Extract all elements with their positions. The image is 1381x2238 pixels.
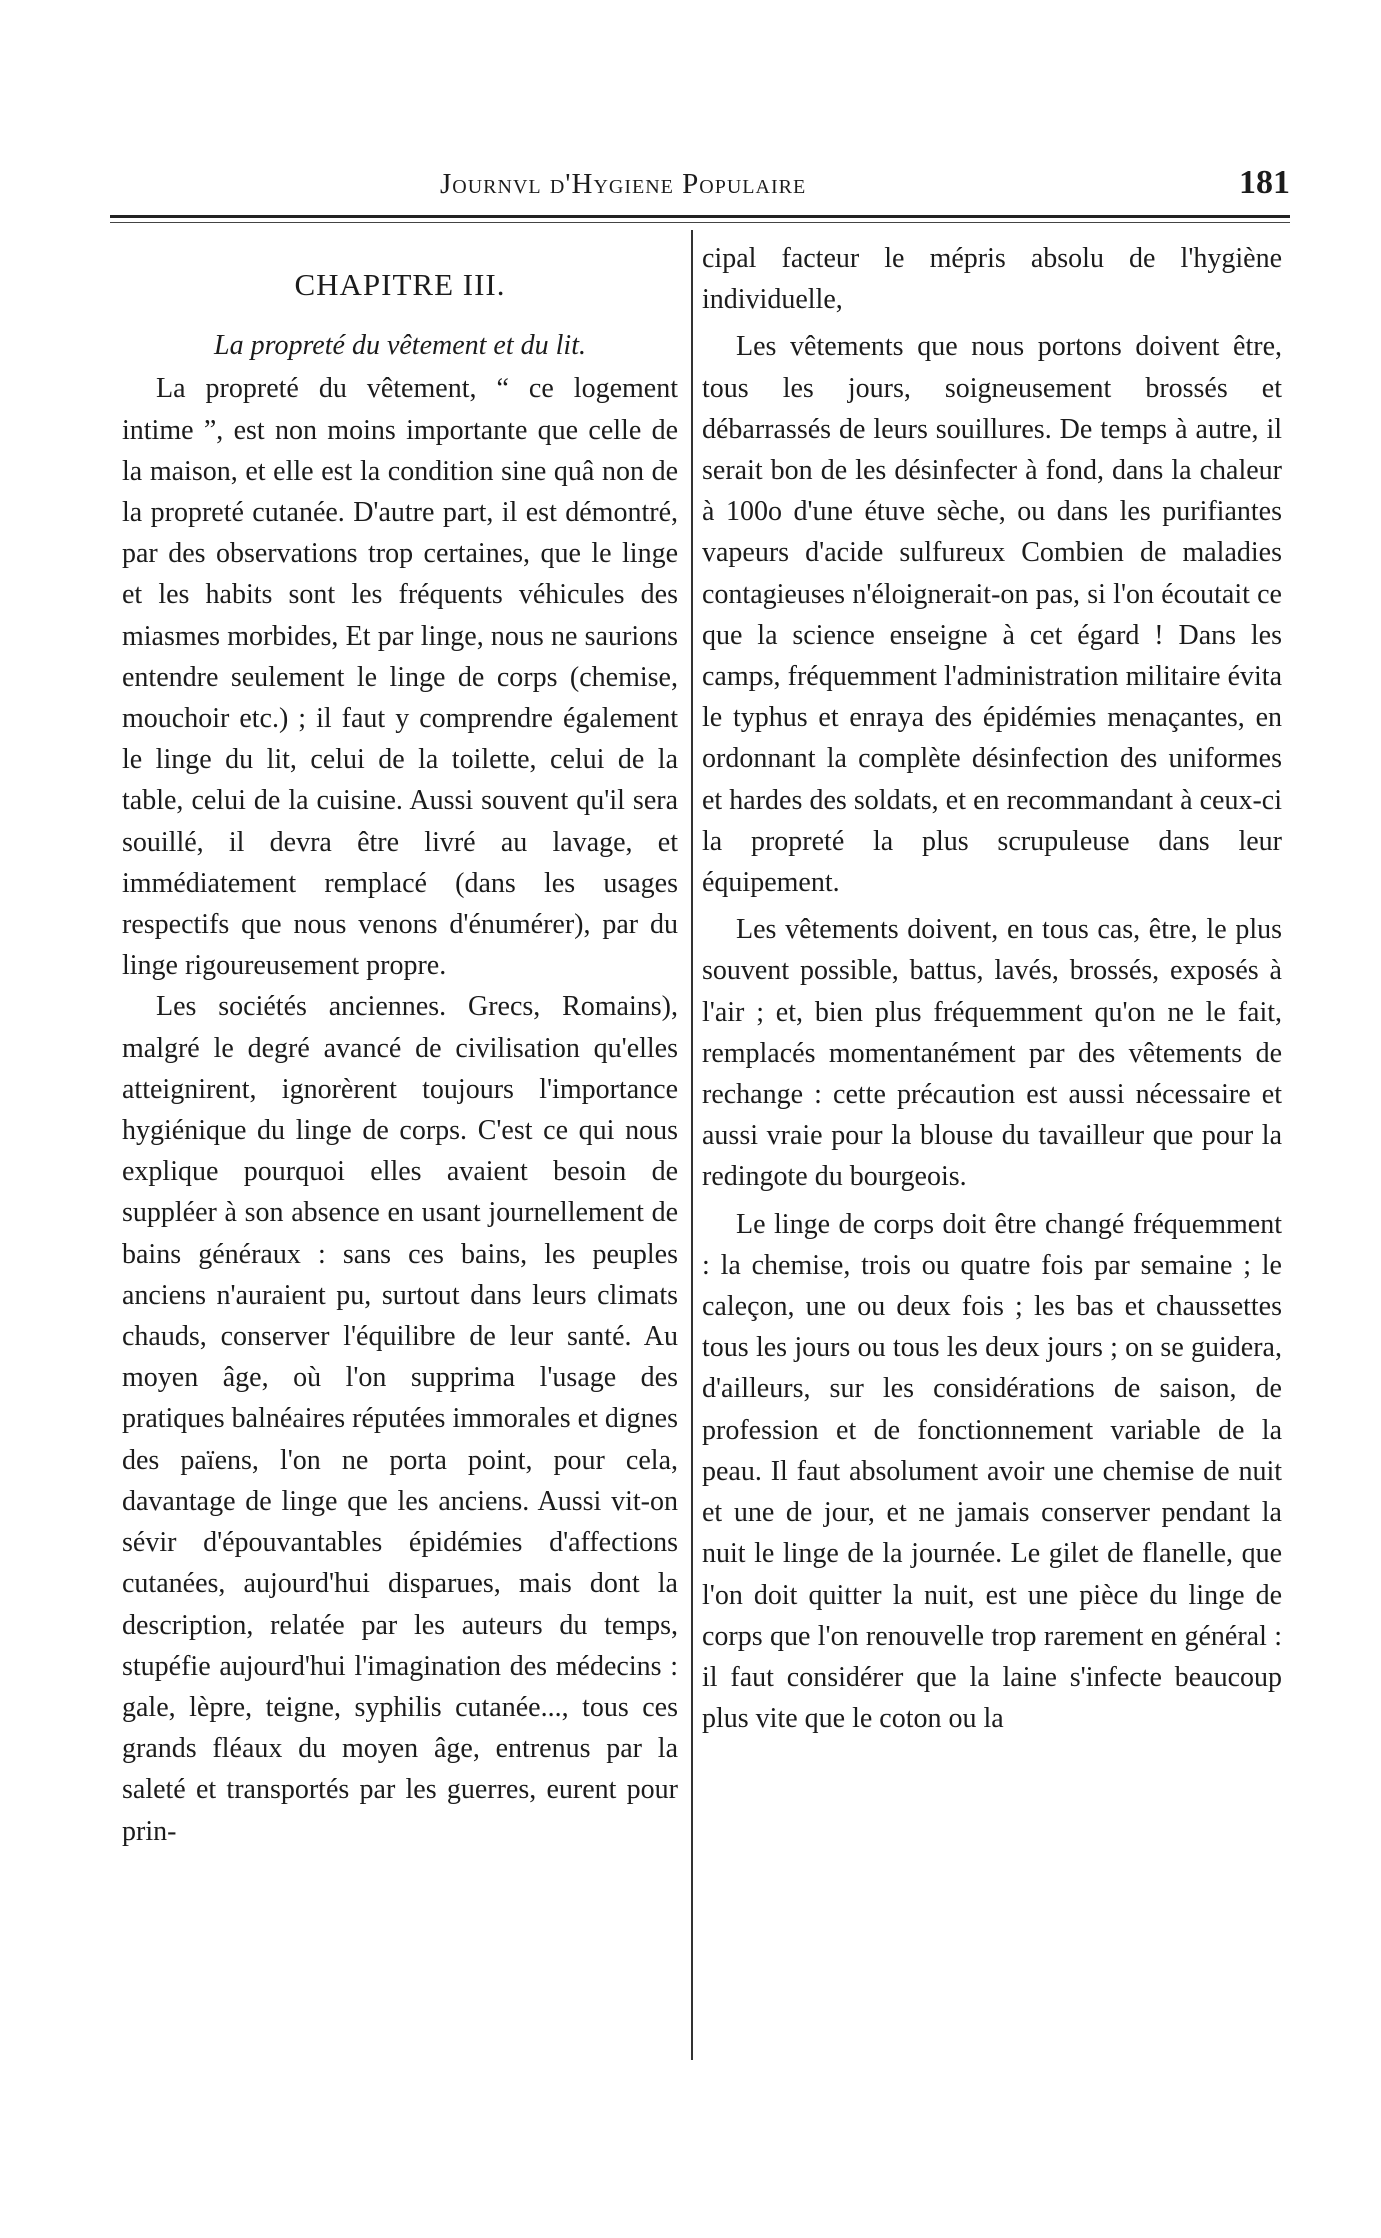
chapter-heading: CHAPITRE III. [294, 267, 506, 302]
left-column [122, 238, 678, 1852]
paragraph: Les sociétés anciennes. Grecs, Romains), malgré le degré avancé de civilisation qu'elles atteignirent, ignorèrent toujours l'importance hygiénique du linge de corps. C'est ce qui nous explique pourquoi elles avaient besoin de suppléer à son absence en usant journellement de bains généraux : sans ces bains, les peuples anciens n'auraient pu, surtout dans leurs climats chauds, conserver l'équilibre de leur santé. Au moyen âge, où l'on supprima l'usage des pratiques balnéaires réputées immorales et dignes des païens, l'on ne porta point, pour cela, davantage de linge que les anciens. Aussi vit-on sévir d'épouvantables épidémies d'affections cutanées, aujourd'hui disparues, mais dont la description, relatée par les auteurs du temps, stupéfie aujourd'hui l'imagination des médecins : gale, lèpre, teigne, syphilis cutanée..., tous ces grands fléaux du moyen âge, entrenus par la saleté et transportés par les guerres, eurent pour prin- [122, 991, 678, 1847]
paragraph: Les vêtements que nous portons doivent être, tous les jours, soigneusement brossés et débarrassés de leurs souillures. De temps à autre, il serait bon de les désinfecter à fond, dans la chaleur à 100o d'une étuve sèche, ou dans les purifiantes vapeurs d'acide sulfureux Combien de maladies contagieuses n'éloignerait-on pas, si l'on écoutait ce que la science enseigne à cet égard ! Dans les camps, fréquemment l'administration militaire évita le typhus et enraya des épidémies menaçantes, en ordonnant la complète désinfection des uniformes et hardes des soldats, et en recommandant à ceux-ci la propreté la plus scrupuleuse dans leur équipement. [702, 331, 1282, 899]
page-number: 181 [1239, 164, 1290, 201]
paragraph: La propreté du vêtement, “ ce logement intime ”, est non moins importante que celle de la maison, et elle est la condition sine quâ non de la propreté cutanée. D'autre part, il est démontré, par des observations trop certaines, que le linge et les habits sont les fréquents véhicules des miasmes morbides, Et par linge, nous ne saurions entendre seulement le linge de corps (chemise, mouchoir etc.) ; il faut y comprendre également le linge du lit, celui de la toilette, celui de la table, celui de la cuisine. Aussi souvent qu'il sera souillé, il devra être livré au lavage, et immédiatement remplacé (dans les usages respectifs que nous venons d'énumérer), par du linge rigoureusement propre. [122, 373, 678, 982]
journal-title: Journvl d'Hygiene Populaire [440, 168, 807, 200]
header-rule [110, 215, 1290, 223]
paragraph: Le linge de corps doit être changé fréquemment : la chemise, trois ou quatre fois par semaine ; le caleçon, une ou deux fois ; les bas et chaussettes tous les jours ou tous les deux jours ; on se guidera, d'ailleurs, sur les considérations de saison, de profession et de fonctionnement variable de la peau. Il faut absolument avoir une chemise de nuit et une de jour, et ne jamais conserver pendant la nuit le linge de la journée. Le gilet de flanelle, que l'on doit quitter la nuit, est une pièce du linge de corps que l'on renouvelle trop rarement en général : il faut considérer que la laine s'infecte beaucoup plus vite que le coton ou la [702, 1208, 1282, 1735]
running-header [110, 160, 1290, 210]
chapter-subtitle: La propreté du vêtement et du lit. [214, 330, 586, 362]
paragraph-continued: cipal facteur le mépris absolu de l'hygiène individuelle, [702, 243, 1282, 316]
right-column [702, 238, 1282, 1739]
column-divider [691, 230, 693, 2060]
paragraph: Les vêtements doivent, en tous cas, être, le plus souvent possible, battus, lavés, brossés, exposés à l'air ; et, bien plus fréquemment qu'on ne le fait, remplacés momentanément par des vêtements de rechange : cette précaution est aussi nécessaire et aussi vraie pour la blouse du tavailleur que pour la redingote du bourgeois. [702, 914, 1282, 1193]
